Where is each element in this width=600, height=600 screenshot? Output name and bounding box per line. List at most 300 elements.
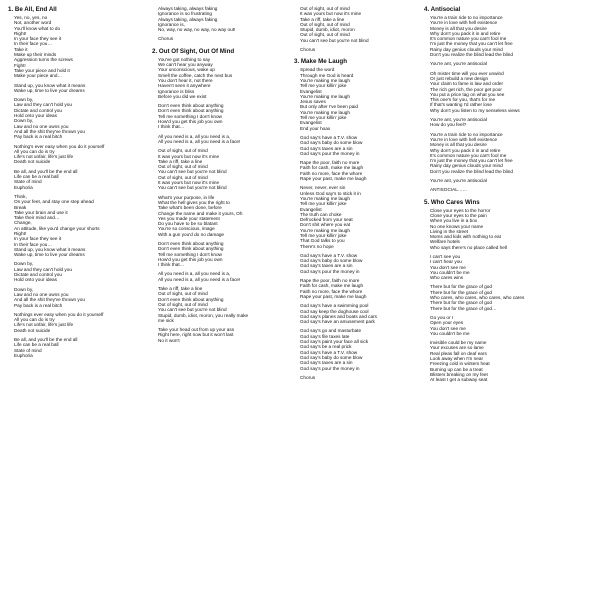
stanza: [300, 67, 424, 131]
lyric-line: Close your eyes to the pain: [430, 212, 487, 218]
column-1: [8, 6, 148, 362]
stanza: [300, 303, 424, 324]
lyric-line: Out of sight, out of mind: [158, 301, 208, 307]
lyric-line: Life's not unfair, life's just life: [14, 154, 74, 160]
lyric-line: You're a train ride to no importance: [430, 131, 503, 137]
lyric-line: An attitude, like you'd change your shorts: [14, 225, 100, 231]
lyric-line: Take a riff, take a line: [158, 286, 203, 292]
lyric-line: Right!: [14, 30, 27, 36]
song-number: 1.: [8, 6, 14, 13]
lyric-line: Real pleas fall on deaf ears: [430, 350, 487, 356]
lyric-line: Take what's been done, before: [158, 205, 222, 211]
lyric-line: I can't see you: [430, 253, 461, 259]
lyric-line: Money is all that you desire: [430, 25, 487, 31]
lyric-line: Wake up, time to live your dreams: [14, 87, 85, 93]
lyric-line: Death not suicide: [14, 327, 51, 333]
lyric-line: When you live in a box: [430, 218, 478, 224]
lyric-line: Blisters breaking on my feet: [430, 371, 488, 377]
lyric-line: Take your head out from up your ass: [158, 327, 235, 333]
lyric-line: Money is all that you desire: [430, 142, 487, 148]
lyric-line: Your unconscious, wake up: [158, 67, 215, 73]
song-number: 2.: [152, 47, 158, 55]
lyric-line: Pay back is a real bitch: [14, 302, 63, 308]
song-title-text: Antisocial: [430, 6, 461, 13]
lyric-line: Dictate and control you: [14, 272, 62, 278]
lyric-line: You've got nothing to say: [158, 56, 211, 62]
lyric-line: Out of sight, out of mind: [300, 21, 350, 27]
lyric-line: Oh mister time will you ever unwind: [430, 70, 504, 76]
lyric-line: There but for the grace of god: [430, 284, 493, 290]
stanza: [430, 178, 598, 183]
lyric-line: You're making me laugh: [300, 77, 350, 83]
stanza: [300, 375, 424, 380]
song-block: [8, 6, 148, 358]
lyric-line: Moms and kids with nothing to eat: [430, 234, 501, 240]
lyric-line: Spread the word: [300, 67, 335, 73]
lyric-line: I think that…: [158, 262, 185, 268]
stanza: [430, 132, 598, 174]
lyric-line: It's common nature you can't fool me: [430, 36, 507, 42]
lyric-line: Don't even think about anything: [158, 108, 224, 114]
lyric-line: It's common nature you can't fool me: [430, 152, 507, 158]
lyric-line: God say's taxes are a sin: [300, 263, 353, 269]
lyric-line: Change the name and make it yours, Oh: [158, 210, 243, 216]
lyric-line: God say's have a T.V. show: [300, 134, 358, 140]
lyric-line: God say's pour the money in: [300, 365, 360, 371]
lyric-line: Down by,: [14, 97, 34, 103]
lyric-line: Welfare hotels: [430, 239, 460, 245]
song-block: [294, 58, 424, 380]
lyric-line: Don't shit where you eat: [300, 222, 351, 228]
lyric-line: Yes, no, yes, no: [14, 15, 48, 20]
song-title: [152, 48, 292, 55]
lyric-line: God say's be a real prick: [300, 344, 352, 350]
lyric-line: There but for the grace of god…: [430, 305, 497, 311]
lyric-line: You put a price tag on what you see: [430, 91, 505, 97]
lyric-line: Euphoria: [14, 352, 33, 358]
lyric-line: Out of sight, out of mind: [300, 32, 350, 38]
lyric-line: Change,: [14, 220, 32, 226]
stanza: [158, 195, 292, 237]
lyric-line: Don't even think about anything: [158, 240, 224, 246]
song-number: 4.: [424, 6, 430, 13]
lyric-line: Living in the street: [430, 228, 469, 234]
lyric-line: God say's baby do some blow: [300, 140, 363, 146]
lyric-line: What's your purpose, in life: [158, 194, 215, 200]
stanza: [14, 312, 148, 333]
lyric-line: Or just rebuild a new design: [430, 75, 489, 81]
lyric-line: Before you did we exist: [158, 93, 207, 99]
lyric-line: Defrocked from your seat: [300, 217, 353, 223]
song-title-text: Be All, End All: [14, 6, 57, 13]
lyric-line: Smell the coffee, catch the next bus: [158, 72, 233, 78]
lyric-line: You're making me laugh: [300, 109, 350, 115]
lyric-line: I can't hear you: [430, 259, 462, 265]
stanza: [300, 135, 424, 156]
lyric-line: I'm just the money that you can't let free: [430, 158, 513, 164]
lyric-line: You're making me laugh: [300, 195, 350, 201]
song-title-text: Who Cares Wins: [430, 198, 480, 206]
lyric-line: God say's have a T.V. show: [300, 349, 358, 355]
song-block: [294, 6, 424, 52]
lyric-line: Take your piece and hold it: [14, 67, 70, 73]
stanza: [300, 160, 424, 181]
lyric-line: Never, never, ever sin: [300, 185, 346, 191]
lyric-line: Take a riff, take a line: [158, 158, 203, 164]
lyric-line: Why don't you pack it in and retire: [430, 30, 501, 36]
lyric-line: Burning up can be a treat: [430, 366, 483, 372]
lyric-line: Evangelist: [300, 120, 322, 126]
song-block: [424, 199, 598, 383]
lyric-line: Who cares wins: [430, 275, 464, 281]
lyric-line: Hold onto your ideas: [14, 113, 57, 119]
lyric-line: Wake up, time to live your dreams: [14, 252, 85, 258]
lyric-line: God say's have a swimming pool: [300, 303, 369, 309]
lyric-line: Rape your past, make me laugh: [300, 293, 367, 299]
song-title: [8, 6, 148, 13]
lyric-line: Why don't you pack it in and retire: [430, 147, 501, 153]
lyric-line: You don't see me: [430, 325, 466, 331]
stanza: [430, 254, 598, 280]
lyric-line: Your excuses are so lame: [430, 345, 484, 351]
stanza: [430, 284, 598, 310]
stanza: [158, 148, 292, 190]
lyric-line: You can't see but you're not blind: [158, 307, 227, 313]
lyric-line: Ignorance is bliss: [158, 88, 195, 94]
lyric-line: Jesus saves: [300, 99, 326, 105]
lyric-line: Stupid, dumb, idiot, moron, you really make: [158, 312, 249, 318]
lyric-line: You're ant, you're antisocial: [430, 117, 487, 123]
lyric-line: How'd you get this job you own: [158, 119, 223, 125]
lyric-line: There but for the grace of god: [430, 300, 493, 306]
stanza: [14, 287, 148, 308]
lyric-line: All you can do is try: [14, 317, 55, 323]
stanza: [300, 6, 424, 43]
lyric-line: God say's pour the money in: [300, 268, 360, 274]
lyric-line: Don't you realize the blind lead the blind: [430, 52, 513, 58]
lyric-line: There but for the grace of god: [430, 289, 493, 295]
lyric-line: Not, another word: [14, 20, 52, 26]
lyric-line: Rainy day genius clouds your mind: [430, 46, 503, 52]
lyric-line: Close your eyes to the horror: [430, 207, 491, 213]
lyric-line: Invisible could be my name: [430, 340, 487, 346]
lyric-line: What the hell gives you the right to: [158, 199, 230, 205]
stanza: [14, 194, 148, 258]
stanza: [430, 71, 598, 113]
stanza: [14, 144, 148, 165]
lyric-line: Stand up, you know what it means: [14, 82, 86, 88]
lyric-line: In your face they see it: [14, 36, 62, 42]
stanza: [158, 271, 292, 282]
lyric-line: Tell me something I don't know: [158, 113, 222, 119]
lyric-line: Open your eyes: [430, 320, 464, 326]
lyric-line: Evangelist: [300, 88, 322, 94]
lyric-line: The truth can choke: [300, 211, 342, 217]
lyric-line: Nothings ever easy when you do it yourself: [14, 311, 104, 317]
lyric-line: Be all, and you'll be the end all: [14, 337, 78, 343]
lyric-line: No, way, no way, no way, no way out!: [158, 27, 236, 33]
stanza: [430, 117, 598, 128]
lyric-line: Take their mind and…: [14, 215, 60, 221]
lyric-line: You couldn't be me: [430, 269, 470, 275]
lyric-line: Nothing's ever easy when you do it yourself: [14, 143, 105, 149]
lyric-line: No one knows your name: [430, 223, 484, 229]
song-block: [424, 6, 598, 193]
lyric-line: Make up their minds: [14, 52, 57, 58]
lyric-line: Faith no more, face the whore: [300, 170, 363, 176]
lyric-line: Stupid, dumb, idiot, moron: [300, 27, 355, 33]
song-number: 3.: [294, 58, 300, 66]
lyric-line: Ignorance is,: [158, 21, 185, 27]
lyric-line: You're making me laugh: [300, 93, 350, 99]
lyric-line: In their face you…: [14, 41, 53, 47]
lyric-line: All you need is a, all you need is a face!: [158, 138, 241, 144]
stanza: [14, 169, 148, 190]
lyric-line: Law and they can't hold you: [14, 266, 72, 272]
lyric-line: That God talks to you: [300, 238, 345, 244]
lyric-line: God say's have an amusement park: [300, 319, 375, 325]
lyric-line: All you need is a, all you need is a face!: [158, 276, 241, 282]
lyric-line: You don't hear it, not there: [158, 77, 213, 83]
lyric-line: You're a train ride to no importance: [430, 15, 503, 20]
lyric-line: Rape your past, make me laugh: [300, 176, 367, 182]
lyric-line: Fight!: [14, 62, 26, 68]
lyric-line: Chorus: [300, 374, 316, 380]
lyric-line: Out of sight, out of mind: [158, 291, 208, 297]
lyric-line: The rich get rich, the poor get poor: [430, 86, 502, 92]
lyric-line: God say's file taxes late: [300, 333, 350, 339]
lyric-line: I'm just the money that you can't let free: [430, 41, 513, 47]
lyric-line: God say's paint your face all sick: [300, 339, 369, 345]
lyric-line: Don't even think about anything: [158, 296, 224, 302]
lyric-line: State of mind: [14, 179, 42, 185]
lyric-line: Law and no one owns you: [14, 123, 69, 129]
lyric-line: Life can be a real ball: [14, 174, 59, 180]
lyric-line: All you need is a, all you need is a,: [158, 271, 231, 277]
song-title-text: Make Me Laugh: [300, 58, 347, 66]
lyric-line: God say's go and masturbate: [300, 328, 362, 334]
stanza: [300, 185, 424, 249]
lyric-line: If that's wanting I'd rather lose: [430, 102, 492, 108]
lyric-line: How do you feel?: [430, 122, 467, 128]
lyric-line: But only after I've been paid: [300, 104, 358, 110]
lyric-line: God say's baby do some blow: [300, 354, 363, 360]
lyric-line: Tell me your killin' joke: [300, 201, 347, 207]
stanza: [300, 328, 424, 370]
column-4: [424, 6, 598, 387]
lyric-line: God say's planes and boats and cars: [300, 313, 377, 319]
lyric-line: Freezing cold in winters heat: [430, 361, 490, 367]
lyric-line: Take a riff, take a line: [300, 16, 345, 22]
lyric-line: At least I get a subway seat: [430, 377, 488, 383]
lyric-line: Tell me your killin' joke: [300, 232, 347, 238]
stanza: [430, 340, 598, 382]
lyric-line: Be all, and you'll be the end all: [14, 168, 78, 174]
lyric-line: me sick: [158, 317, 174, 323]
lyric-line: Hold onto your ideas: [14, 277, 57, 283]
lyric-line: You're ant, you're antisocial: [430, 61, 487, 67]
stanza: [300, 47, 424, 52]
stanza: [14, 337, 148, 358]
lyric-line: You can't see but you're not blind: [158, 169, 227, 175]
lyric-line: Look away when I'm near: [430, 356, 484, 362]
stanza: [300, 253, 424, 274]
lyric-line: Unless God say's to stick it in: [300, 190, 361, 196]
column-2: [152, 6, 292, 347]
lyric-line: You couldn't be me: [430, 330, 470, 336]
lyric-line: Faith for cash, make me laugh: [300, 165, 364, 171]
lyric-line: End your hoax: [300, 125, 331, 131]
lyric-line: Out of sight, out of mind: [158, 164, 208, 170]
lyric-line: God say keep the doghouse cool: [300, 308, 369, 314]
lyric-line: Take your brain and use it: [14, 209, 68, 215]
stanza: [158, 327, 292, 343]
song-title: [424, 6, 598, 13]
lyric-line: Do you have to be so blatant: [158, 221, 218, 227]
lyric-line: It was yours but now it's mine: [158, 180, 220, 186]
lyric-line: Yes you made your statement: [158, 215, 220, 221]
lyric-line: With a gun you'd do no damage: [158, 231, 225, 237]
stanza: [14, 83, 148, 94]
lyric-line: Death not suicide: [14, 159, 51, 165]
lyric-line: God say's baby do some blow: [300, 258, 363, 264]
lyric-line: Rainy day genius clouds your mind: [430, 163, 503, 169]
song-block: [152, 6, 292, 42]
stanza: [158, 241, 292, 267]
song-block: [152, 48, 292, 343]
lyric-line: And all the shit they've thrown you: [14, 297, 85, 303]
lyric-line: You'll know what to do: [14, 25, 61, 31]
lyric-line: How'd you get this job you own: [158, 256, 223, 262]
column-3: [294, 6, 424, 384]
lyric-line: Ignorance is so frustrating: [158, 11, 212, 17]
lyric-line: Why don't you listen to my senseless views: [430, 107, 520, 113]
lyric-line: It was yours but now it's mine: [158, 153, 220, 159]
lyric-line: This one's for you, that's for me: [430, 97, 496, 103]
lyric-line: Right here, right now but it won't last: [158, 332, 234, 338]
lyric-line: Your claim to fame is law and order: [430, 81, 504, 87]
lyric-line: Down by,: [14, 286, 34, 292]
stanza: [14, 15, 148, 79]
lyric-line: Down by,: [14, 118, 34, 124]
lyric-line: God say's pour the money in: [300, 150, 360, 156]
lyric-line: Faith for cash, make me laugh: [300, 283, 364, 289]
lyric-line: Dictate and control you: [14, 107, 62, 113]
lyric-line: You're in love with hell existence: [430, 20, 498, 26]
lyric-line: Break: [14, 204, 27, 210]
lyric-line: God say's have a T.V. show: [300, 252, 358, 258]
lyric-line: Out of sight, out of mind: [158, 174, 208, 180]
lyric-line: No it won't: [158, 337, 180, 343]
lyric-line: You're so conscious, image: [158, 226, 215, 232]
lyric-line: Out of sight, out of mind: [300, 6, 350, 11]
stanza: [14, 97, 148, 139]
lyric-line: Tell me your killin' joke: [300, 115, 347, 121]
song-title: [424, 199, 598, 206]
lyric-line: Pay back is a real bitch: [14, 134, 63, 140]
stanza: [430, 315, 598, 336]
lyric-line: I think that…: [158, 124, 185, 130]
lyric-line: Law and they can't hold you: [14, 102, 72, 108]
lyric-line: In their face you…: [14, 241, 53, 247]
lyric-line: Life can be a real ball: [14, 342, 59, 348]
stanza: [430, 61, 598, 66]
lyric-line: Rape the poor, faith no more: [300, 160, 360, 166]
lyric-line: Rape the poor, faith no more: [300, 278, 360, 284]
lyric-line: We can't hear you anyway: [158, 62, 213, 68]
stanza: [158, 286, 292, 323]
stanza: [158, 134, 292, 145]
stanza: [430, 15, 598, 57]
stanza: [430, 208, 598, 250]
lyric-line: You're ant, you're antisocial: [430, 178, 487, 184]
lyric-line: Faith no more, face the whore: [300, 288, 363, 294]
lyric-line: Make your piece and…: [14, 73, 63, 79]
lyric-line: Always taking, always faking: [158, 16, 218, 22]
lyric-line: It was yours but now it's mine: [300, 11, 362, 17]
lyric-line: On your feet, and stay one step ahead: [14, 199, 94, 205]
lyric-line: You can't see but you're not blind: [300, 37, 369, 43]
lyric-line: Who says there's no place called hell: [430, 244, 507, 250]
lyric-line: Don't even think about anything: [158, 246, 224, 252]
stanza: [158, 6, 292, 32]
lyric-line: You're in love with hell existence: [430, 136, 498, 142]
lyric-line: Right!: [14, 230, 27, 236]
lyric-line: Chorus: [158, 36, 174, 42]
lyric-line: Down by,: [14, 261, 34, 267]
song-number: 5.: [424, 198, 430, 206]
lyric-line: Who cares, who cares, who cares, who cares: [430, 295, 525, 301]
stanza: [158, 36, 292, 41]
lyric-line: Chorus: [300, 47, 316, 53]
lyric-line: Life's not unfair, life's just life: [14, 322, 74, 328]
lyric-line: Tell me something I don't know: [158, 251, 222, 257]
lyric-line: State of mind: [14, 347, 42, 353]
lyric-line: ANTISOCIAL……: [430, 187, 468, 193]
stanza: [300, 278, 424, 299]
lyric-line: And all the shit they've thrown you: [14, 128, 85, 134]
lyric-line: God say's taxes are a sin: [300, 360, 353, 366]
song-title: [294, 58, 424, 65]
lyric-line: Stand up, you know what it means: [14, 246, 86, 252]
lyric-line: There's no hope: [300, 243, 334, 249]
lyric-line: Tell me your killin' joke: [300, 83, 347, 89]
lyric-line: Euphoria: [14, 184, 33, 190]
lyric-line: All you can do is try: [14, 148, 55, 154]
lyric-line: Always taking, always faking: [158, 6, 218, 11]
lyric-line: Think,: [14, 193, 27, 199]
stanza: [158, 57, 292, 99]
lyric-line: You can't see but you're not blind: [158, 185, 227, 191]
lyric-line: In your face they see it: [14, 236, 62, 242]
lyric-line: God say's taxes are a sin: [300, 145, 353, 151]
stanza: [158, 103, 292, 129]
lyric-line: Aggression turns the screws: [14, 57, 73, 63]
lyric-line: Evangelist: [300, 206, 322, 212]
lyric-line: Go you or I: [430, 314, 454, 320]
stanza: [430, 187, 598, 192]
lyric-line: All you need is a, all you need is a,: [158, 133, 231, 139]
lyric-line: Through me God is heard: [300, 72, 354, 78]
lyric-line: Haven't seen it anywhere: [158, 83, 211, 89]
lyric-line: Don't you realize the blind lead the blind: [430, 168, 513, 174]
lyric-line: Law and no one owns you: [14, 291, 69, 297]
song-title-text: Out Of Sight, Out Of Mind: [158, 47, 235, 55]
lyric-line: Don't even think about anything: [158, 103, 224, 109]
lyric-line: You don't see me: [430, 264, 466, 270]
lyric-line: Out of sight, out of mind: [158, 148, 208, 154]
stanza: [14, 261, 148, 282]
